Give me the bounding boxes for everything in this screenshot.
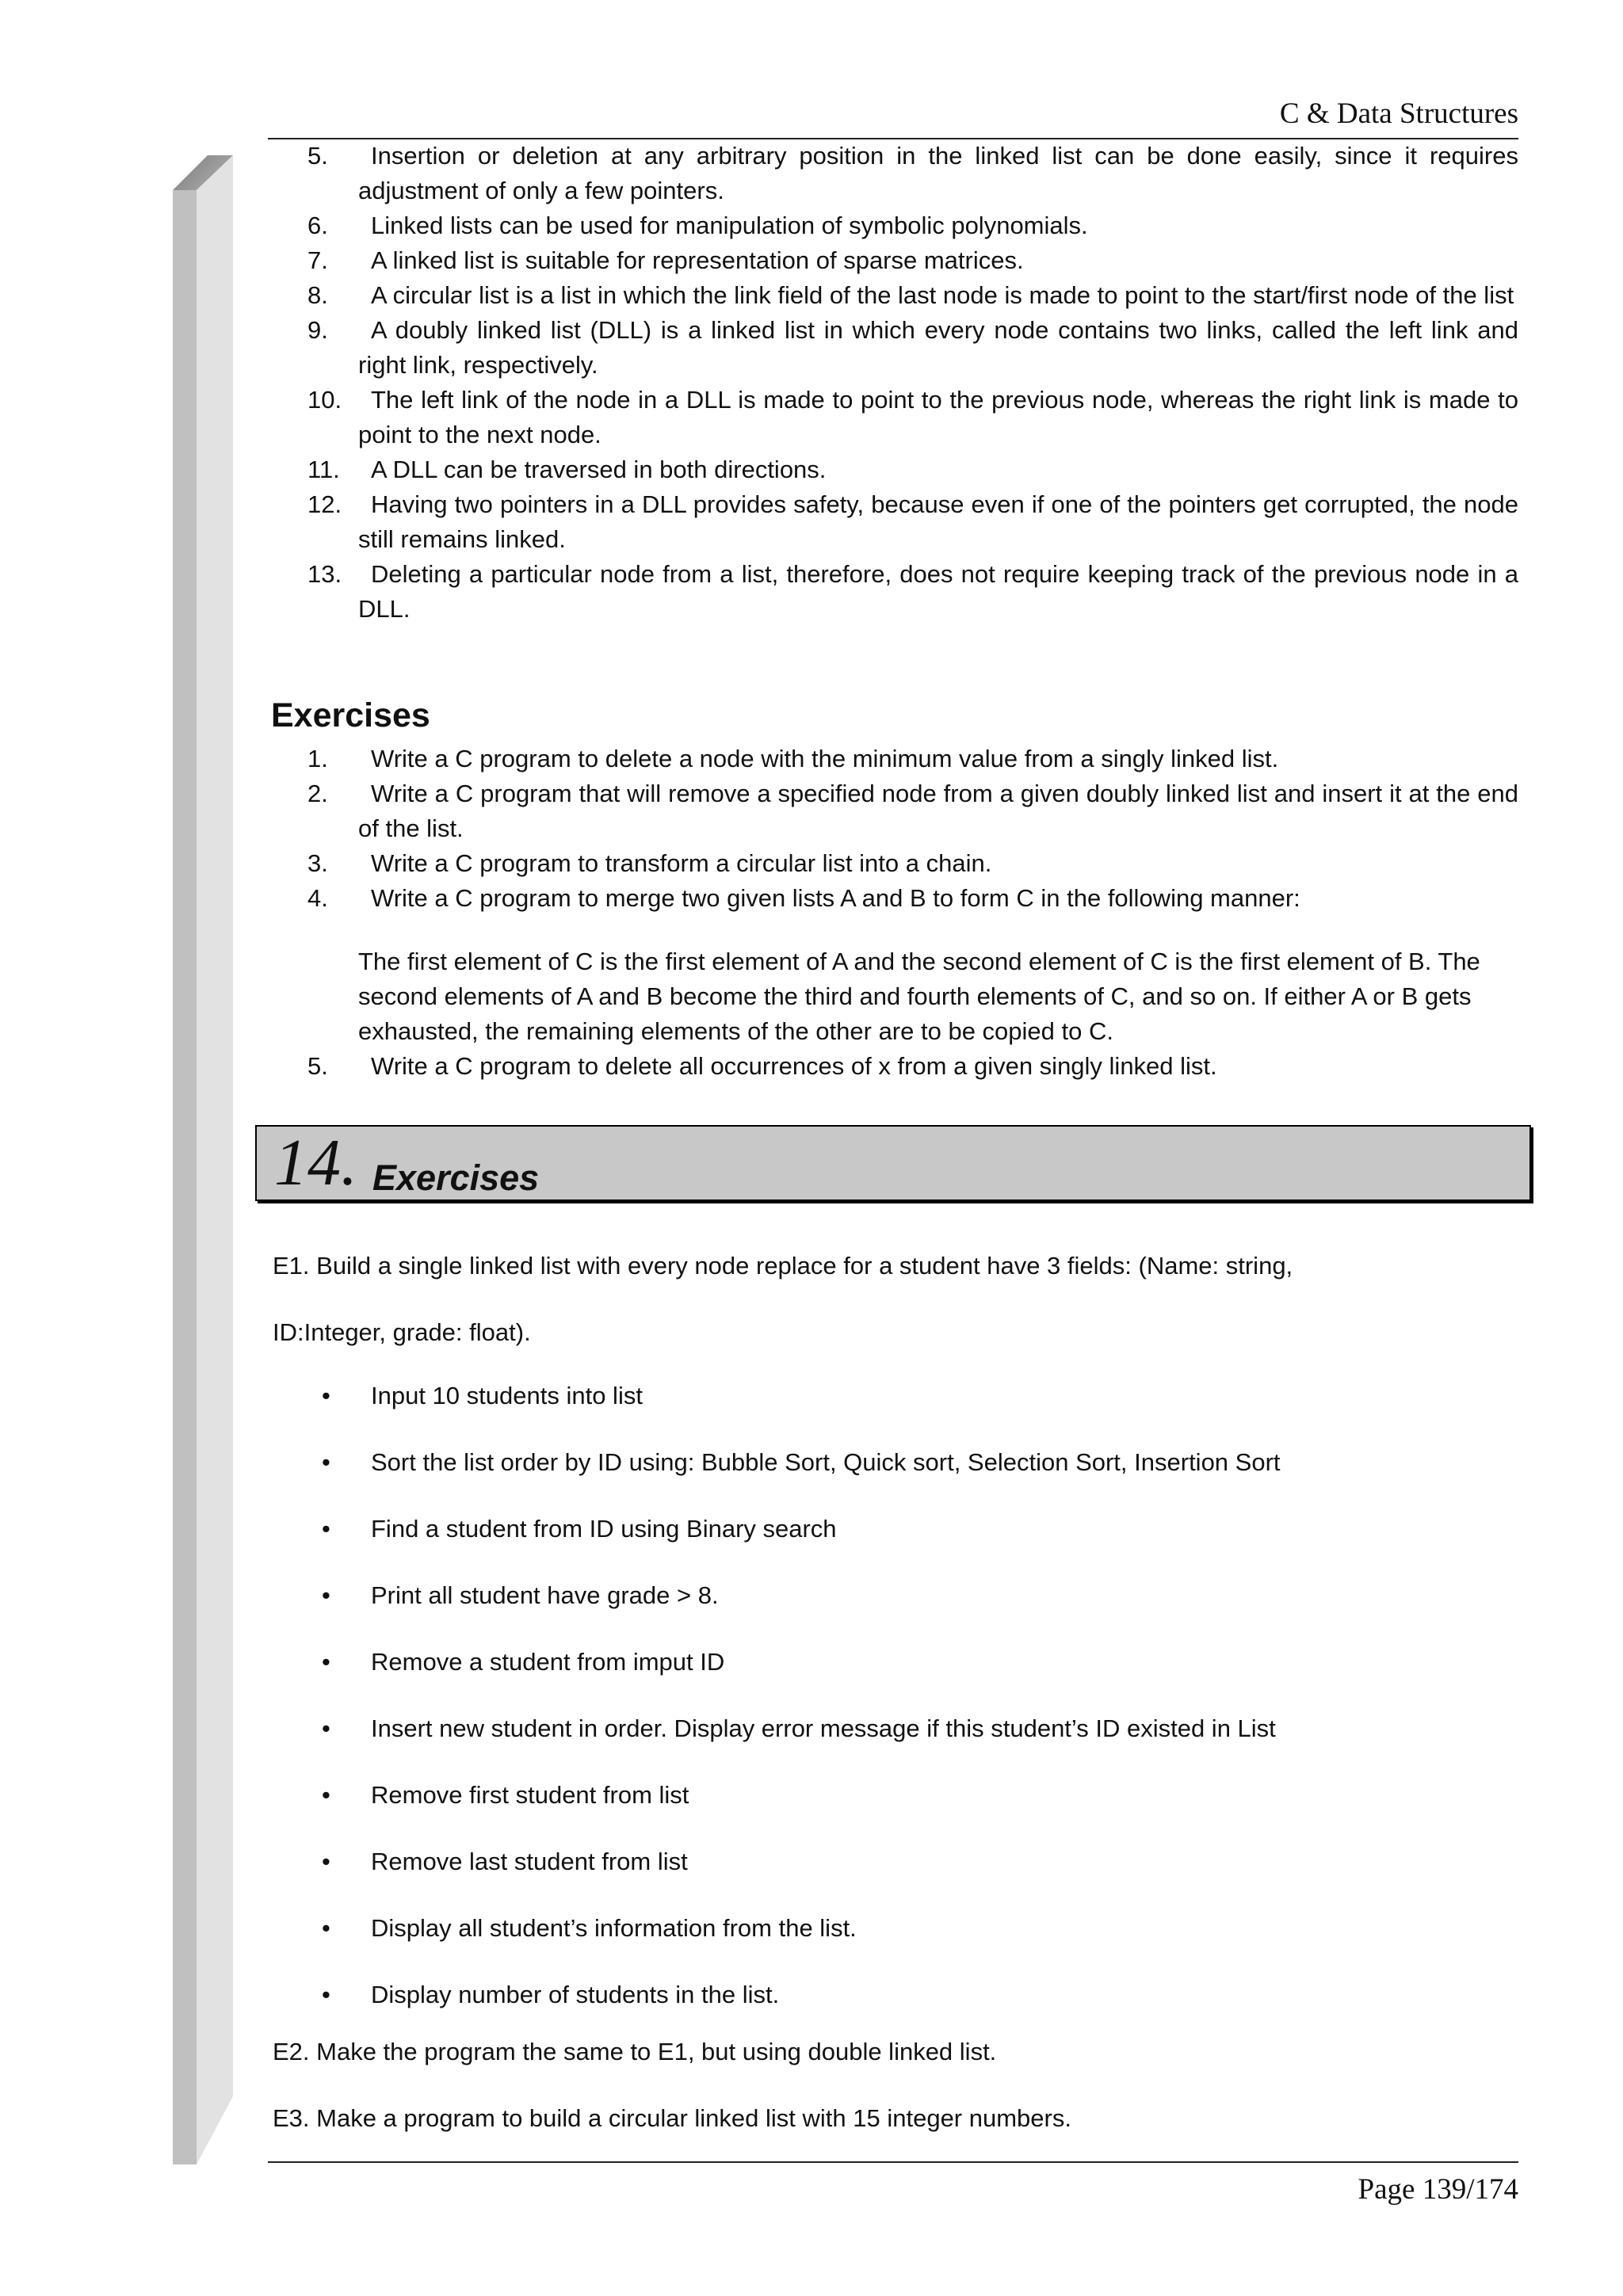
- item-text: Write a C program to merge two given lists A and B to form C in the following manner:: [371, 884, 1300, 912]
- item-number: 13.: [307, 560, 342, 588]
- summary-item: [307, 557, 1518, 627]
- bullet-icon: •: [322, 1382, 330, 1409]
- item-text: A doubly linked list (DLL) is a linked list in which every node contains two links, called the left link and right link, respectively.: [358, 316, 1518, 379]
- bullet-icon: •: [322, 1648, 330, 1676]
- item-number: 9.: [307, 316, 328, 344]
- bullet-icon: •: [322, 1515, 330, 1543]
- item-text: A DLL can be traversed in both directions.: [371, 456, 827, 483]
- bullet-item: [322, 1379, 1510, 1445]
- bullet-text: Input 10 students into list: [371, 1382, 643, 1409]
- page-footer: [268, 2161, 1518, 2218]
- merge-description: The first element of C is the first element of A and the second element of C is the first element of B. The second elements of A and B become the third and fourth elements of C, and so on. If either A or B gets exhausted, the remaining elements of the other are to be copied to C.: [358, 948, 1480, 1045]
- item-number: 3.: [307, 849, 328, 877]
- summary-item: [307, 383, 1518, 452]
- book-title: C & Data Structures: [1279, 97, 1518, 130]
- bullet-item: [322, 1512, 1510, 1578]
- item-text: Deleting a particular node from a list, therefore, does not require keeping track of the previous node in a DLL.: [358, 560, 1518, 623]
- item-number: 4.: [307, 884, 328, 912]
- summary-item: [307, 487, 1518, 557]
- item-number: 10.: [307, 386, 342, 414]
- bullet-text: Remove first student from list: [371, 1781, 689, 1809]
- item-text: A circular list is a list in which the link field of the last node is made to point to the start/first node of the list: [371, 281, 1514, 309]
- item-number: 5.: [307, 1052, 328, 1080]
- item-number: 7.: [307, 246, 328, 274]
- exercise-list: [307, 742, 1518, 1084]
- exercise-e2: E2. Make the program the same to E1, but using double linked list.: [273, 2038, 997, 2065]
- summary-item: [307, 278, 1518, 313]
- exercise-e3: E3. Make a program to build a circular linked list with 15 integer numbers.: [273, 2104, 1071, 2132]
- bullet-item: [322, 1711, 1510, 1778]
- bullet-item: [322, 1844, 1510, 1911]
- item-text: Write a C program to delete all occurrences of x from a given singly linked list.: [371, 1052, 1217, 1080]
- item-text: Insertion or deletion at any arbitrary position in the linked list can be done easily, since it requires adjustment of only a few pointers.: [358, 142, 1518, 204]
- summary-item: [307, 139, 1518, 208]
- item-number: 5.: [307, 142, 328, 170]
- exercise-item: [307, 742, 1518, 776]
- bullet-text: Insert new student in order. Display error message if this student’s ID existed in List: [371, 1714, 1276, 1742]
- bullet-icon: •: [322, 1448, 330, 1476]
- item-number: 1.: [307, 745, 328, 772]
- item-text: Write a C program that will remove a specified node from a given doubly linked list and insert it at the end of the list.: [358, 780, 1518, 842]
- bullet-text: Print all student have grade > 8.: [371, 1581, 719, 1609]
- exercise-e1-line2: ID:Integer, grade: float).: [273, 1318, 531, 1346]
- item-text: Write a C program to delete a node with the minimum value from a singly linked list.: [371, 745, 1279, 772]
- bullet-icon: •: [322, 1981, 330, 2008]
- bullet-icon: •: [322, 1914, 330, 1942]
- summary-list: [307, 139, 1518, 627]
- summary-item: [307, 208, 1518, 243]
- e1-bullet-list: [322, 1379, 1510, 2044]
- bullet-item: [322, 1578, 1510, 1645]
- chapter-title: Exercises: [372, 1158, 540, 1198]
- summary-item: [307, 313, 1518, 383]
- exercise-item: [307, 846, 1518, 881]
- item-text: The left link of the node in a DLL is made to point to the previous node, whereas the right link is made to point to the next node.: [358, 386, 1518, 448]
- item-text: Having two pointers in a DLL provides safety, because even if one of the pointers get corrupted, the node still remains linked.: [358, 490, 1518, 553]
- exercise-item: [307, 1049, 1518, 1084]
- bullet-text: Sort the list order by ID using: Bubble Sort, Quick sort, Selection Sort, Insertion Sort: [371, 1448, 1281, 1476]
- chapter-number: 14.: [274, 1126, 357, 1199]
- bullet-item: [322, 1645, 1510, 1711]
- bullet-icon: •: [322, 1848, 330, 1875]
- decorative-side-bar: [173, 155, 233, 2164]
- item-number: 6.: [307, 212, 328, 239]
- page-header: [268, 97, 1518, 139]
- bullet-item: [322, 1911, 1510, 1978]
- side-bar-side: [197, 155, 233, 2164]
- exercises-heading: Exercises: [271, 696, 430, 734]
- bullet-icon: •: [322, 1781, 330, 1809]
- item-number: 11.: [307, 456, 340, 483]
- bullet-text: Display all student’s information from the list.: [371, 1914, 857, 1942]
- item-number: 8.: [307, 281, 328, 309]
- page-number: Page 139/174: [1358, 2173, 1518, 2206]
- item-text: A linked list is suitable for representation of sparse matrices.: [371, 246, 1024, 274]
- side-bar-face: [173, 190, 197, 2164]
- summary-item: [307, 452, 1518, 487]
- item-text: Write a C program to transform a circular list into a chain.: [371, 849, 992, 877]
- bullet-icon: •: [322, 1581, 330, 1609]
- exercise-e1-line1: E1. Build a single linked list with every node replace for a student have 3 fields: (Name: string,: [273, 1252, 1293, 1280]
- bullet-item: [322, 1778, 1510, 1844]
- bullet-text: Remove last student from list: [371, 1848, 688, 1875]
- bullet-text: Remove a student from imput ID: [371, 1648, 725, 1676]
- summary-item: [307, 243, 1518, 278]
- exercise-item: [307, 776, 1518, 846]
- item-number: 12.: [307, 490, 342, 518]
- chapter-heading-box: [255, 1125, 1531, 1201]
- item-text: Linked lists can be used for manipulation of symbolic polynomials.: [371, 212, 1088, 239]
- exercise-item: [307, 881, 1518, 1049]
- bullet-icon: •: [322, 1714, 330, 1742]
- item-number: 2.: [307, 780, 328, 807]
- bullet-text: Display number of students in the list.: [371, 1981, 780, 2008]
- bullet-item: [322, 1445, 1510, 1512]
- bullet-text: Find a student from ID using Binary search: [371, 1515, 837, 1543]
